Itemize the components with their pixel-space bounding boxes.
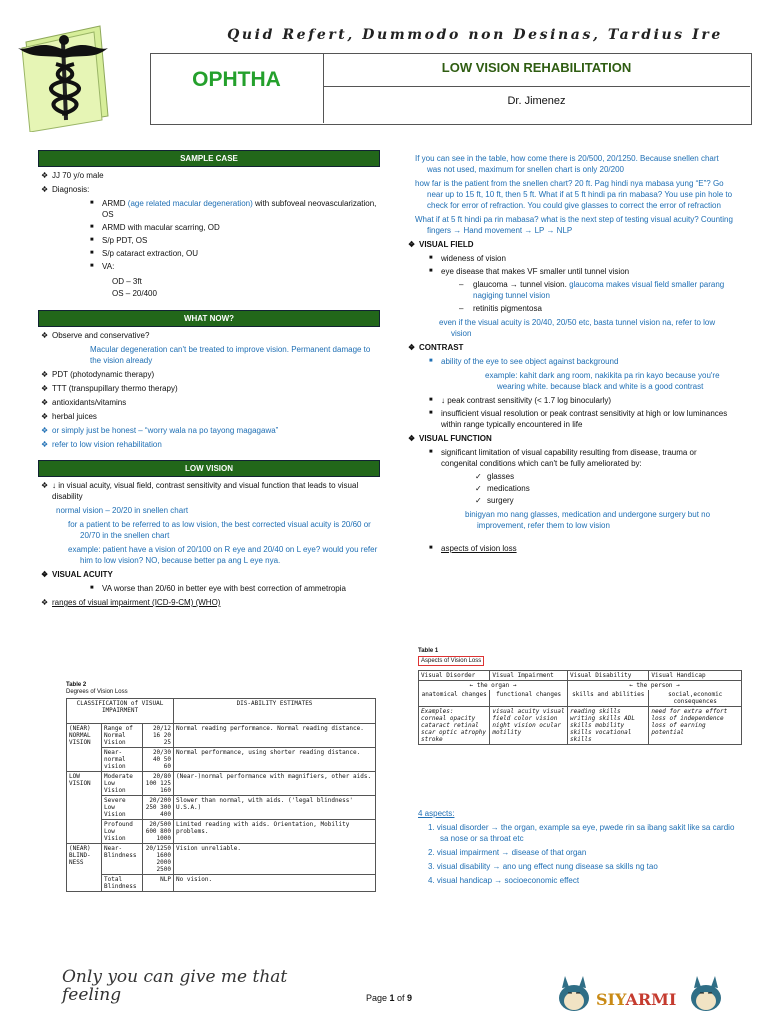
table-1-subcaption: Aspects of Vision Loss [418,656,484,666]
table-row [67,875,376,892]
dx-item: ■ S/p PDT, OS [88,235,380,246]
left-column [38,150,380,611]
list-item: ❖ antioxidants/vitamins [38,397,380,408]
list-item: ■ insufficient visual resolution or peak contrast sensitivity at high or low luminances within range typically encountered in life [427,408,735,430]
table-cell: social,economic consequences [649,690,742,707]
brand-wordmark: SIYARMI [596,990,677,1009]
table-cell: LOW VISION [67,772,102,844]
table-cell: 20/30 40 50 60 [143,748,174,772]
table-cell: reading skills writing skills ADL skills mobility skills vocational skills [567,707,648,745]
table-header: Visual Disability [567,671,648,681]
ranges-heading: ❖ ranges of visual impairment (ICD-9-CM) (WHO) [38,597,380,608]
person-span: ← the person → [567,681,741,691]
aspects-table [418,670,742,745]
list-item: ❖ refer to low vision rehabilitation [38,439,380,450]
table-cell: Near-normal vision [102,748,143,772]
aspects-title: 4 aspects: [418,809,455,818]
list-item: ■ ability of the eye to see object against background [427,356,735,367]
table-2-subcaption: Degrees of Vision Loss [66,689,128,695]
va-os: OS – 20/400 [112,289,157,298]
check-item: ✓ medications [475,483,735,494]
page-number: Page 1 of 9 [365,993,413,1003]
contrast-heading: ❖ CONTRAST [405,342,735,353]
table-row [67,724,376,748]
table-cell: Normal reading performance. Normal reading distance. [174,724,376,748]
table-header: Visual Disorder [419,671,490,681]
visual-field-heading: ❖ VISUAL FIELD [405,239,735,250]
table-cell: functional changes [490,690,568,707]
patient: ❖ JJ 70 y/o male [38,170,380,181]
list-item: ❖ TTT (transpupillary thermo therapy) [38,383,380,394]
note: What if at 5 ft hindi pa rin mabasa? what is the next step of testing visual acuity? Counting fingers → Hand movement → LP → NLP [415,215,733,235]
list-item: ■ ↓ peak contrast sensitivity (< 1.7 log binocularly) [427,395,735,406]
motto: Quid Refert, Dummodo non Desinas, Tardius Ire [227,27,723,43]
table-row [67,772,376,796]
table-cell: (Near-)normal performance with magnifiers, other aids. [174,772,376,796]
table-row [67,820,376,844]
dx-item: ■ S/p cataract extraction, OU [88,248,380,259]
list-item: ❖ herbal juices [38,411,380,422]
table-row [67,796,376,820]
table-cell: Near-Blindness [102,844,143,875]
list-item: 3. visual disability → ano ung effect nung disease sa skills ng tao [428,862,658,871]
list-item: ■ VA worse than 20/60 in better eye with best correction of ammetropia [88,583,380,594]
table-cell: 20/80 100 125 160 [143,772,174,796]
table-cell: anatomical changes [419,690,490,707]
table-cell: need for extra effort loss of independence loss of earning potential [649,707,742,745]
list-item: – glaucoma → tunnel vision. glaucoma makes visual field smaller parang nagiging tunnel vision [457,279,735,301]
section-sample-case: SAMPLE CASE [38,150,380,167]
list-item: 2. visual impairment → disease of that organ [428,848,587,857]
diagnosis-label: ❖ Diagnosis: [38,184,380,195]
table-cell: Slower than normal, with aids. ('legal blindness' U.S.A.) [174,796,376,820]
va-od: OD – 3ft [112,277,142,286]
table-cell: Total Blindness [102,875,143,892]
table-cell: visual acuity visual field color vision night vision ocular motility [490,707,568,745]
note: binigyan mo nang glasses, medication and undergone surgery but no improvement, refer them to low vision [465,510,711,530]
vision-loss-table [66,698,376,892]
section-low-vision: LOW VISION [38,460,380,477]
table-cell: Moderate Low Vision [102,772,143,796]
table-cell: 20/1250 1600 2000 2500 [143,844,174,875]
lecturer: Dr. Jimenez [507,95,566,107]
visual-acuity-heading: ❖ VISUAL ACUITY [38,569,380,580]
table-cell: Profound Low Vision [102,820,143,844]
note: for a patient to be referred to as low vision, the best corrected visual acuity is 20/60 or 20/70 in the snellen chart [68,520,371,540]
check-item: ✓ glasses [475,471,735,482]
table-cell: Normal performance, using shorter reading distance. [174,748,376,772]
mascot-icon [688,972,724,1012]
table-1-figure [418,648,743,745]
note: how far is the patient from the snellen chart? 20 ft. Pag hindi nya mabasa yung “E”? Go near up to 15 ft, 10 ft, then 5 ft. What if at 5 ft hindi pa rin mabasa? You use pin hole to check for error of refraction. You could give glasses to correct the error of refraction [415,179,733,210]
table-cell: Severe Low Vision [102,796,143,820]
table-2-caption: Table 2 [66,682,87,688]
list-item: – retinitis pigmentosa [457,303,735,314]
topic-title: LOW VISION REHABILITATION [441,60,632,75]
caduceus-logo [8,20,118,132]
list-item: 4. visual handicap → socioeconomic effect [428,876,580,885]
section-what-now: WHAT NOW? [38,310,380,327]
table-cell: Range of Normal Vision [102,724,143,748]
organ-span: ← the organ → [419,681,568,691]
table-row [67,844,376,875]
mascot-icon [556,972,592,1012]
dx-item: ■ ARMD (age related macular degeneration) with subfoveal neovascularization, OS [88,198,380,220]
note: example: patient have a vision of 20/100 on R eye and 20/40 on L eye? would you refer him to low vision? NO, because better pa ang L eye nya. [68,545,378,565]
note: even if the visual acuity is 20/40, 20/50 etc, basta tunnel vision na, refer to low vision [439,318,716,338]
note: If you can see in the table, how come there is 20/500, 20/1250. Because snellen chart was not used, maximum for snellen chart is only 20/200 [415,154,719,174]
list-item: ❖ Observe and conservative? [38,330,380,341]
table-cell: NLP [143,875,174,892]
table-cell: Examples: corneal opacity cataract retinal scar optic atrophy stroke [419,707,490,745]
signature-script: Only you can give me that feeling [62,967,288,1005]
dx-item: ■ ARMD with macular scarring, OD [88,222,380,233]
table-cell: skills and abilities [567,690,648,707]
note: normal vision – 20/20 in snellen chart [56,506,189,515]
table-cell: 20/200 250 300 400 [143,796,174,820]
note: example: kahit dark ang room, nakikita pa rin kayo because you're wearing white. because black and white is a good contrast [485,371,720,391]
list-item: ❖ or simply just be honest – “worry wala na po tayong magagawa” [38,425,380,436]
table-cell: Limited reading with aids. Orientation, Mobility problems. [174,820,376,844]
aspects-link: ■ aspects of vision loss [427,543,735,554]
table-cell: 20/500 600 800 1000 [143,820,174,844]
table-cell: Vision unreliable. [174,844,376,875]
header-rule [323,86,750,87]
list-item: ■ wideness of vision [427,253,735,264]
list-item: 1. visual disorder → the organ, example sa eye, pwede rin sa ibang sakit like sa cardio sa nose or sa throat etc [428,823,735,843]
table-header: DIS-ABILITY ESTIMATES [174,699,376,724]
va-label: ■ VA: [88,261,380,272]
table-1-caption: Table 1 [418,648,439,654]
table-cell: (NEAR) NORMAL VISION [67,724,102,772]
table-header: Visual Handicap [649,671,742,681]
aspects-list [418,808,738,889]
table-cell: 20/12 16 20 25 [143,724,174,748]
note: Macular degeneration can't be treated to improve vision. Permanent damage to the vision already [90,345,371,365]
right-column [405,150,735,556]
list-item: ❖ PDT (photodynamic therapy) [38,369,380,380]
table-cell: (NEAR) BLIND-NESS [67,844,102,892]
table-row [67,748,376,772]
table-header: CLASSIFICATION of VISUAL IMPAIRMENT [67,699,174,724]
list-item: ■ eye disease that makes VF smaller until tunnel vision [427,266,735,277]
table-header: Visual Impairment [490,671,568,681]
table-cell: No vision. [174,875,376,892]
list-item: ■ significant limitation of visual capability resulting from disease, trauma or congenital conditions which can't be fully ameliorated by: [427,447,735,469]
subject-title: OPHTHA [192,68,281,91]
check-item: ✓ surgery [475,495,735,506]
list-item: ❖ ↓ in visual acuity, visual field, contrast sensitivity and visual function that leads to visual disability [38,480,380,502]
visual-function-heading: ❖ VISUAL FUNCTION [405,433,735,444]
table-2-figure [66,682,380,960]
